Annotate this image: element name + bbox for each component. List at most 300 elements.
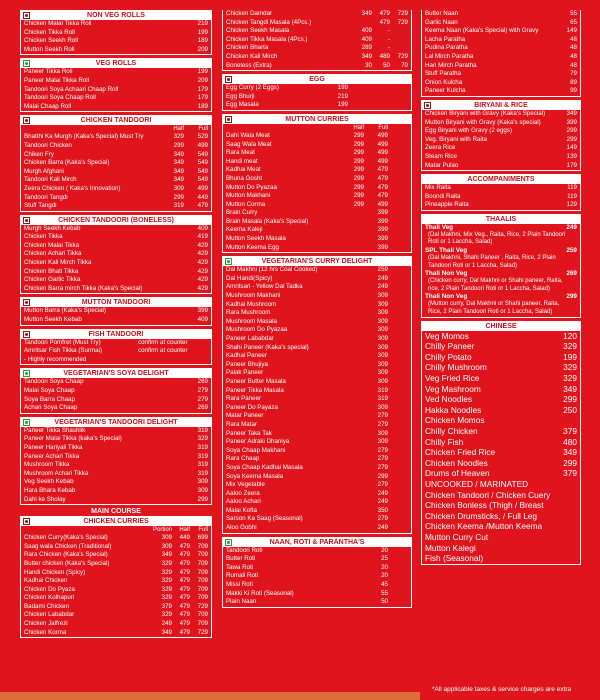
menu-item-row — [223, 226, 411, 235]
section-title: THAALIS — [485, 215, 517, 223]
item-price — [551, 415, 577, 426]
item-price: 479 — [179, 568, 190, 576]
menu-item-row — [21, 316, 211, 325]
menu-item-row — [21, 603, 211, 612]
item-price: 329 — [563, 341, 577, 352]
menu-item-row — [223, 175, 411, 184]
item-name: Amritsari - Yellow Dal Tadka — [226, 283, 303, 291]
thali-name: Thali Non Veg — [425, 293, 468, 301]
menu-item-row — [21, 478, 211, 487]
section-header — [422, 322, 580, 331]
section-header — [21, 298, 211, 307]
item-name: Paneer Kulcha — [425, 87, 466, 95]
item-name: Dahi Wala Meat — [226, 131, 270, 139]
item-name: Chicken Curry(Kaka's Special) — [24, 534, 108, 542]
item-name: Chicken Tikka Masala (4Pcs.) — [226, 35, 308, 43]
item-name: Chicken Do Pyaza — [24, 585, 75, 593]
nonveg-mark-icon — [23, 117, 30, 124]
item-price: 399 — [197, 307, 208, 315]
item-name: Mutton Seekh Masala — [226, 235, 286, 243]
menu-item-row — [223, 101, 411, 110]
item-name: Matar Paneer — [226, 412, 264, 420]
menu-item-row — [223, 292, 411, 301]
item-name: Paneer Adraki Dhaniya — [226, 438, 290, 446]
menu-item-row — [422, 479, 580, 490]
item-price: 309 — [377, 360, 388, 368]
item-price: 709 — [197, 551, 208, 559]
column-head — [21, 526, 211, 534]
item-price: 489 — [379, 52, 390, 60]
section-veg-curry — [222, 256, 412, 533]
item-price: 709 — [197, 577, 208, 585]
item-price: 479 — [379, 10, 390, 17]
menu-item-row — [422, 162, 580, 171]
item-price: 30 — [365, 61, 372, 69]
item-price: 20 — [381, 563, 388, 571]
item-price: 329 — [563, 373, 577, 383]
menu-item-row — [21, 86, 211, 95]
item-price: 179 — [566, 161, 577, 169]
section-header — [21, 517, 211, 526]
item-price: 249 — [377, 498, 388, 506]
item-name: Aaloo Zeera — [226, 489, 260, 497]
item-price: 99 — [570, 87, 577, 95]
item-name: Rara Chicken (Kaka's Special) — [24, 551, 108, 559]
menu-item-row — [21, 487, 211, 496]
item-price: - — [387, 35, 390, 43]
section-mutton-curries — [222, 114, 412, 253]
menu-item-row — [21, 242, 211, 251]
item-price: confirm at counter — [138, 338, 188, 346]
item-price: 139 — [566, 152, 577, 160]
item-price: 709 — [197, 594, 208, 602]
menu-item-row — [21, 611, 211, 620]
menu-item-row — [422, 384, 580, 395]
menu-item-row — [223, 352, 411, 361]
item-price: 309 — [377, 403, 388, 411]
item-price: 299 — [173, 193, 184, 201]
nonveg-mark-icon — [225, 76, 232, 83]
nonveg-mark-icon — [424, 102, 431, 109]
menu-item-row — [223, 547, 411, 556]
section-title: VEGETARIAN'S SOYA DELIGHT — [63, 370, 169, 378]
section-chicken-extra — [222, 10, 412, 71]
item-price: 549 — [197, 176, 208, 184]
menu-item-row — [21, 194, 211, 203]
item-name: Mutton Keema Egg — [226, 243, 279, 251]
item-name: Rara Chaap — [226, 455, 260, 463]
head-full: Full — [378, 124, 388, 131]
item-price: 319 — [197, 443, 208, 451]
item-price: 25 — [381, 555, 388, 563]
veg-mark-icon — [23, 419, 30, 426]
item-price: 70 — [401, 61, 408, 69]
thali-item — [422, 270, 580, 278]
menu-item-row — [21, 461, 211, 470]
item-name: Brain Curry — [226, 209, 258, 217]
item-price: 709 — [197, 568, 208, 576]
item-price: 409 — [361, 35, 372, 43]
item-name: Handi Chicken (Spicy) — [24, 568, 86, 576]
item-price: 349 — [161, 628, 172, 636]
thali-description: (Chicken curry, Dal Makhni or Shahi paneer, Raita, rice, 2 Plain Tandoori Roti or 1 Laccha, Salad) — [428, 278, 563, 292]
menu-item-row — [422, 70, 580, 79]
section-title: CHINESE — [485, 322, 517, 330]
item-price: 549 — [197, 150, 208, 158]
item-name: Dal Makhni (12 hrs Coal Cooked) — [226, 266, 318, 274]
item-price: 259 — [377, 266, 388, 274]
item-price: 499 — [377, 200, 388, 208]
item-price: 299 — [353, 174, 364, 182]
menu-item-row — [422, 331, 580, 342]
menu-item-row — [223, 166, 411, 175]
column-head — [223, 124, 411, 132]
menu-item-row — [223, 318, 411, 327]
item-price: 45 — [381, 581, 388, 589]
menu-item-row — [223, 93, 411, 102]
menu-item-row — [223, 438, 411, 447]
item-name: Sarson Ka Saag (Seasonal) — [226, 515, 303, 523]
item-name: Chilly Mushroom — [425, 362, 487, 373]
item-name: Tandoori Pomfret (Must Try) — [24, 338, 101, 346]
item-name: Chicken Kali Mirch Tikka — [24, 259, 92, 267]
item-price: 409 — [361, 27, 372, 35]
item-name: Mushroom Masala — [226, 317, 277, 325]
menu-item-row — [422, 490, 580, 501]
item-price — [551, 479, 577, 490]
menu-item-row — [223, 235, 411, 244]
item-name: Chicken Kolhapuri — [24, 594, 75, 602]
item-name: Chilly Chicken — [425, 425, 478, 436]
item-price — [348, 19, 372, 28]
menu-item-row — [422, 19, 580, 28]
item-name: Rara Meat — [226, 149, 255, 157]
section-thaalis — [421, 214, 581, 318]
item-name: Soya Chaap Makhani — [226, 446, 286, 454]
menu-item-row — [21, 560, 211, 569]
item-price: 299 — [353, 166, 364, 174]
item-name: Soya Barra Chaap — [24, 395, 75, 403]
item-name: Mutton Curry Cut — [425, 531, 489, 542]
item-price: 309 — [377, 438, 388, 446]
menu-item-row — [223, 275, 411, 284]
item-price: 709 — [197, 542, 208, 550]
item-name: Saag wala Chicken (Traditional) — [24, 542, 112, 550]
item-price: 20 — [381, 572, 388, 580]
section-title: VEGETARIAN'S TANDOORI DELIGHT — [54, 418, 178, 426]
item-name: Shahi Paneer (Kaka's special) — [226, 343, 309, 351]
item-price: 309 — [197, 478, 208, 486]
menu-item-row — [422, 201, 580, 210]
menu-item-row — [223, 184, 411, 193]
item-price: 529 — [197, 133, 208, 141]
item-name: Lal Mirch Paratha — [425, 52, 474, 60]
column-head — [21, 125, 211, 133]
menu-item-row — [422, 426, 580, 437]
tax-footnote: *All applicable taxes & service charges are extra — [432, 686, 572, 693]
item-name: Dahi ke Sholay — [24, 495, 66, 503]
item-name: Egg Masala — [226, 101, 259, 109]
item-name: Stuff Paratha — [425, 70, 462, 78]
menu-item-row — [422, 362, 580, 373]
veg-mark-icon — [23, 60, 30, 67]
section-title: BIRYANI & RICE — [474, 101, 528, 109]
menu-item-row — [21, 268, 211, 277]
item-price: 309 — [377, 300, 388, 308]
menu-item-row — [223, 192, 411, 201]
item-price: 499 — [377, 149, 388, 157]
item-name: Egg Curry (2 Eggs) — [226, 84, 279, 92]
thali-name: Thali Non Veg — [425, 270, 468, 278]
item-name: Pineapple Raita — [425, 201, 469, 209]
menu-item-row — [223, 387, 411, 396]
item-price: 399 — [377, 217, 388, 225]
nonveg-mark-icon — [23, 331, 30, 338]
menu-item-row — [223, 209, 411, 218]
item-price: 309 — [377, 335, 388, 342]
item-price: 409 — [197, 224, 208, 232]
item-name: Soya Chaap Kadhai Masala — [226, 463, 303, 471]
item-name: Chicken Noodles — [425, 457, 488, 468]
item-price: 279 — [377, 420, 388, 428]
section-chicken-boneless — [20, 215, 212, 295]
section-header — [223, 257, 411, 266]
item-name: Badami Chicken — [24, 602, 70, 610]
item-price: 79 — [570, 70, 577, 78]
section-header — [21, 59, 211, 68]
main-course-heading: MAIN COURSE — [91, 508, 141, 516]
menu-item-row — [21, 620, 211, 629]
thali-description: (Dal Makhni, Mix Veg., Raita, Rice, 2 Plain Tandoori Roti or 1 Laccha, Salad) — [428, 231, 566, 246]
section-chicken-tandoori — [20, 115, 212, 211]
item-price: 199 — [563, 351, 577, 362]
item-name: Chicken Jalfrezi — [24, 620, 68, 628]
item-price: 709 — [197, 585, 208, 593]
section-title: VEGETARIAN'S CURRY DELIGHT — [261, 258, 373, 266]
section-fish-tandoori — [20, 329, 212, 366]
item-price: 499 — [377, 157, 388, 165]
item-price: 319 — [377, 395, 388, 403]
head-half: Half — [353, 124, 364, 131]
item-name: Chicken Damdar — [226, 10, 273, 17]
section-header — [223, 115, 411, 124]
menu-item-row — [21, 543, 211, 552]
item-name: Zeera Chicken ( Kaka's Innovation) — [24, 184, 121, 192]
item-name: Paneer Tikka Shashlik — [24, 426, 86, 434]
item-price: 269 — [197, 378, 208, 386]
head-half: Half — [173, 126, 184, 133]
menu-item-row — [422, 119, 580, 128]
item-price: 429 — [197, 250, 208, 258]
section-title: CHICKEN TANDOORI (BONELESS) — [58, 216, 174, 224]
item-name: Chicken Bonless (Thigh / Breast — [425, 500, 544, 511]
menu-item-row — [223, 10, 411, 19]
item-name: Murgh Afghani — [24, 167, 64, 175]
section-breads — [421, 10, 581, 97]
item-name: Mix Raita — [425, 184, 451, 192]
item-price: 309 — [173, 184, 184, 192]
menu-item-row — [223, 158, 411, 167]
menu-item-row — [223, 19, 411, 28]
item-price: 479 — [377, 166, 388, 174]
item-name: Dal Handi(Spicy) — [226, 274, 273, 282]
item-name: Handi meat — [226, 157, 258, 165]
item-price: 479 — [377, 174, 388, 182]
section-title: CHICKEN CURRIES — [83, 518, 149, 526]
item-name: Rumali Roti — [226, 572, 258, 580]
menu-item-row — [21, 339, 211, 348]
item-price — [390, 36, 408, 45]
item-name: Mix Vegetable — [226, 481, 265, 489]
section-title: VEG ROLLS — [95, 60, 137, 68]
item-price: 349 — [173, 176, 184, 184]
section-header — [422, 101, 580, 110]
item-name: Matar Pulao — [425, 161, 459, 169]
menu-item-row — [422, 184, 580, 193]
item-name: Chicken Momos — [425, 415, 485, 426]
item-price: 309 — [377, 292, 388, 300]
item-price: 309 — [377, 326, 388, 334]
thali-item — [422, 293, 580, 301]
item-name: Mushroom Achari Tikka — [24, 469, 89, 477]
item-name: Paneer Achari Tikka — [24, 452, 80, 460]
menu-item-row — [422, 532, 580, 543]
item-name: Kadhai Paneer — [226, 352, 267, 360]
item-name: Tandoori Chicken — [24, 141, 72, 149]
menu-item-row — [422, 53, 580, 62]
item-price: 319 — [173, 202, 184, 210]
item-price: 299 — [353, 200, 364, 208]
item-price: 50 — [381, 598, 388, 606]
item-name: Tandoori Soya Chaap — [24, 378, 84, 386]
item-price: 379 — [161, 602, 172, 610]
section-header — [21, 330, 211, 339]
menu-item-row — [223, 412, 411, 421]
menu-item-row — [21, 276, 211, 285]
item-price: 50 — [383, 61, 390, 69]
item-price: 479 — [179, 577, 190, 585]
item-name: Murgh Seekh Kebab — [24, 224, 81, 232]
column-2 — [222, 10, 412, 611]
menu-item-row — [422, 136, 580, 145]
item-name: Tandoori Soya Chaap Roll — [24, 94, 96, 102]
item-name: Paneer Do Payaza — [226, 403, 278, 411]
head-full: Full — [198, 126, 208, 133]
thali-description: (Mutton curry, Dal Makhni or Shahi paneer, Raita, Rice, 2 Plain Tandoori Roti or 1 Laccha, Salad) — [428, 301, 560, 316]
item-name: Stuff Tangdi — [24, 202, 57, 210]
item-price — [340, 235, 364, 244]
thali-item — [422, 247, 580, 255]
menu-item-row — [223, 572, 411, 581]
item-name: Chicken Biryani with Gravy (Kaka's Special) — [425, 109, 546, 117]
item-price — [138, 356, 208, 365]
item-name: Paneer Tikka Roll — [24, 68, 73, 76]
menu-item-row — [422, 500, 580, 511]
menu-item-row — [21, 534, 211, 543]
menu-item-row — [223, 301, 411, 310]
item-name: Makki Ki Roti (Seasonal) — [226, 589, 294, 597]
item-price: 48 — [570, 44, 577, 52]
item-price: 299 — [566, 127, 577, 135]
menu-item-row — [223, 395, 411, 404]
menu-item-row — [21, 142, 211, 151]
item-name: Lacha Paratha — [425, 35, 466, 43]
item-price: 429 — [197, 267, 208, 275]
menu-item-row — [223, 524, 411, 533]
menu-item-row — [422, 36, 580, 45]
item-price: 299 — [566, 135, 577, 143]
menu-item-row — [223, 344, 411, 353]
menu-item-row — [21, 151, 211, 160]
item-name: Ved Noodles — [425, 394, 473, 405]
menu-item-row — [21, 94, 211, 103]
item-name: Chicken Fried Rice — [425, 447, 496, 458]
section-title: ACCOMPANIMENTS — [467, 176, 535, 184]
nonveg-mark-icon — [23, 518, 30, 525]
menu-item-row — [21, 427, 211, 436]
item-name: Keema Naan (Kaka's Special) with Gravy — [425, 27, 539, 35]
thali-price: 299 — [566, 293, 577, 301]
item-price: 729 — [397, 52, 408, 60]
menu-item-row — [223, 62, 411, 71]
item-name: Paneer Taka Tak — [226, 429, 272, 437]
menu-item-row — [422, 447, 580, 458]
menu-item-row — [21, 29, 211, 38]
item-name: Soya Keema Masala — [226, 472, 284, 480]
item-price: confirm at counter — [138, 347, 188, 355]
menu-item-row — [21, 629, 211, 638]
item-price: 279 — [377, 455, 388, 463]
menu-item-row — [422, 521, 580, 532]
item-name: Kadhai Meat — [226, 166, 261, 174]
veg-mark-icon — [225, 539, 232, 546]
thali-price: 259 — [566, 247, 577, 255]
item-name: Veg. Biryani with Raita — [425, 135, 487, 143]
item-price: 399 — [377, 243, 388, 251]
item-price: 299 — [173, 141, 184, 149]
menu-item-row — [223, 598, 411, 607]
menu-item-row — [223, 473, 411, 482]
menu-item-row — [422, 27, 580, 36]
item-name: Onion Kulcha — [425, 78, 463, 86]
thali-list — [422, 224, 580, 317]
item-price: 279 — [197, 387, 208, 394]
item-price: 709 — [197, 611, 208, 619]
item-price: 120 — [563, 330, 577, 341]
item-name: Rara Paneer — [226, 395, 262, 403]
item-price: 299 — [377, 472, 388, 480]
menu-item-row — [21, 356, 211, 365]
menu-item-row — [422, 153, 580, 162]
head-full: Full — [198, 527, 208, 534]
item-price: 309 — [161, 534, 172, 542]
item-price: 299 — [353, 149, 364, 157]
item-price: 379 — [563, 425, 577, 436]
item-name: Missi Roti — [226, 581, 253, 589]
item-price: 409 — [197, 316, 208, 324]
menu-item-row — [21, 37, 211, 46]
item-price: 329 — [161, 585, 172, 593]
item-price: 309 — [377, 317, 388, 325]
item-price: 729 — [197, 602, 208, 610]
menu-item-row — [21, 378, 211, 387]
item-name: Mutton Seekh Roll — [24, 45, 75, 53]
item-price: 429 — [197, 276, 208, 284]
item-name: Veg Fried Rice — [425, 373, 480, 383]
item-price: 499 — [197, 141, 208, 149]
menu-item-row — [422, 405, 580, 416]
item-price: 479 — [179, 585, 190, 593]
